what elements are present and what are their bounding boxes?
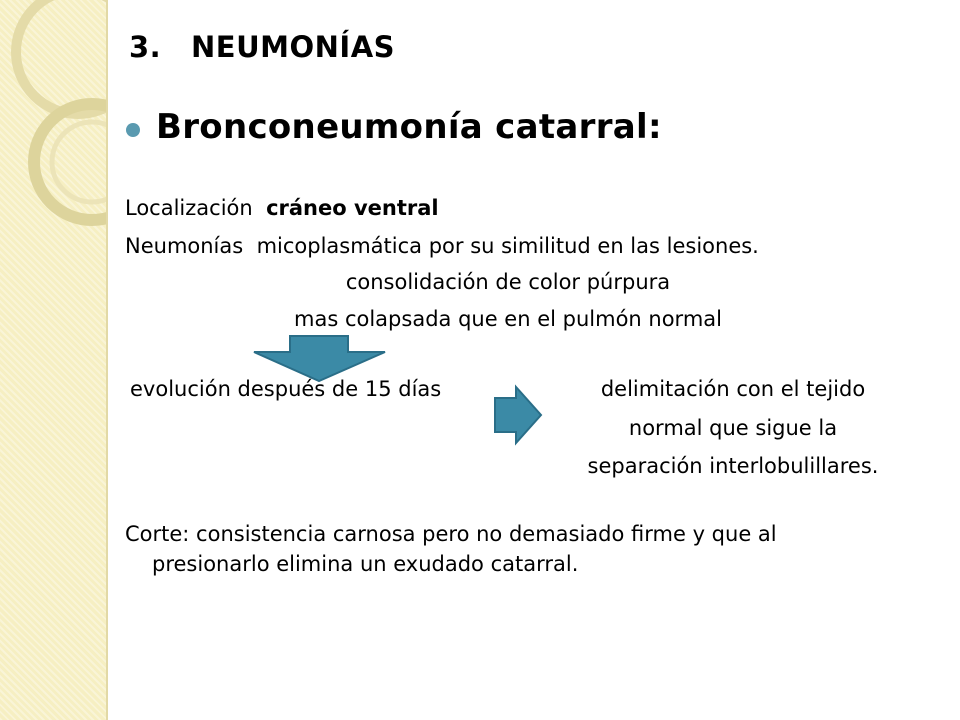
right-arrow-icon [492,384,544,446]
neumonias-label: Neumonías [125,234,244,258]
localization-line [125,196,439,220]
heading-text: NEUMONÍAS [191,30,396,64]
corte-line-1: Corte: consistencia carnosa pero no demasiado firme y que al [125,522,777,546]
delimitation-line-1: delimitación con el tejido [600,377,866,401]
evolution-text: evolución después de 15 días [130,377,442,401]
heading-number: 3. [129,30,162,64]
decorative-circles-icon [0,0,106,720]
decorative-sidebar [0,0,108,720]
delimitation-line-3: separación interlobulillares. [587,454,879,478]
corte-line-2: presionarlo elimina un exudado catarral. [152,552,579,576]
bullet-icon [126,123,140,137]
localization-value: cráneo ventral [266,196,439,220]
slide-subtitle: Bronconeumonía catarral: [156,107,662,147]
delimitation-line-2: normal que sigue la [628,416,838,440]
localization-label: Localización [125,196,253,220]
neumonias-line [125,234,759,258]
slide-heading [129,30,395,64]
consolidation-line: consolidación de color púrpura [345,270,671,294]
neumonias-value: micoplasmática por su similitud en las lesiones. [256,234,759,258]
collapsed-line: mas colapsada que en el pulmón normal [294,307,722,331]
